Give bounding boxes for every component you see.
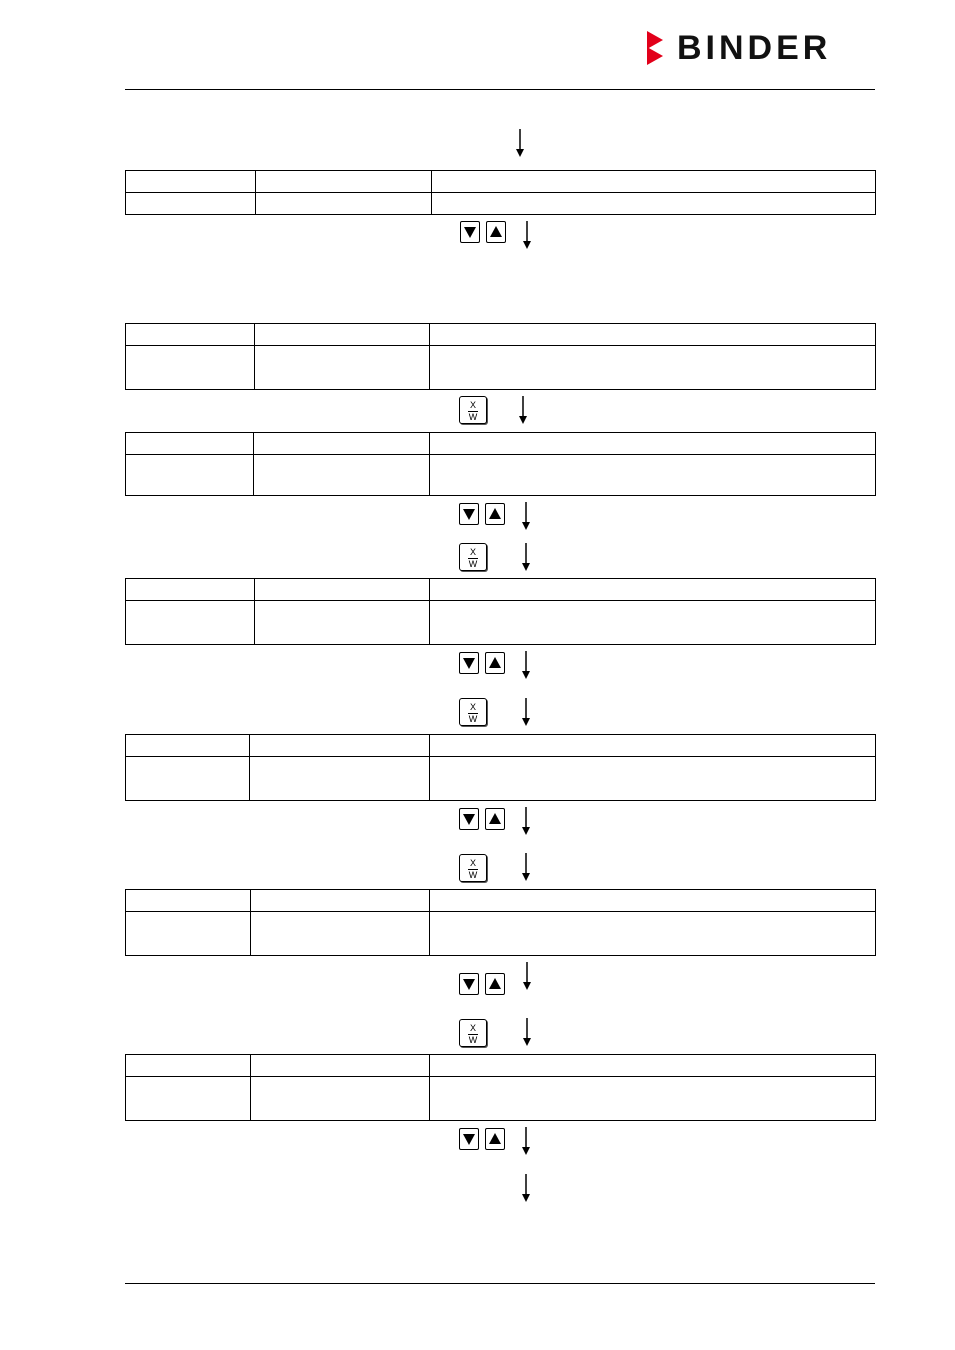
- down-arrow-icon: [515, 129, 525, 159]
- parameter-table-7: [125, 1054, 876, 1121]
- table-cell: [430, 579, 876, 601]
- table-cell: [430, 1077, 876, 1121]
- table-cell: [126, 735, 250, 757]
- footer-rule: [125, 1283, 875, 1284]
- parameter-table-6: [125, 889, 876, 956]
- table-cell: [251, 1077, 430, 1121]
- up-key-button[interactable]: [486, 221, 506, 243]
- xw-key-button[interactable]: [459, 396, 487, 424]
- triangle-down-key-icon: [462, 812, 476, 826]
- xw-key-bottom-label: W: [468, 1035, 478, 1045]
- down-arrow-icon: [522, 1018, 532, 1048]
- triangle-down-key-icon: [463, 225, 477, 239]
- triangle-down-key-icon: [462, 507, 476, 521]
- table-cell: [254, 455, 430, 496]
- parameter-table-3: [125, 432, 876, 496]
- table-cell: [255, 579, 430, 601]
- xw-key-top-label: X: [469, 547, 476, 557]
- xw-key-bottom-label: W: [468, 870, 478, 880]
- down-arrow-icon: [521, 698, 531, 728]
- down-arrow-icon: [522, 962, 532, 992]
- table-cell: [251, 890, 430, 912]
- down-key-button[interactable]: [459, 808, 479, 830]
- up-key-button[interactable]: [485, 503, 505, 525]
- xw-key-bottom-label: W: [468, 559, 478, 569]
- xw-key-button[interactable]: [459, 698, 487, 726]
- table-cell: [255, 601, 430, 645]
- up-key-button[interactable]: [485, 808, 505, 830]
- triangle-up-key-icon: [488, 977, 502, 991]
- table-cell: [126, 324, 255, 346]
- table-cell: [126, 579, 255, 601]
- table-cell: [256, 193, 432, 215]
- table-cell: [126, 757, 250, 801]
- triangle-down-key-icon: [462, 656, 476, 670]
- table-cell: [430, 757, 876, 801]
- parameter-table-4: [125, 578, 876, 645]
- xw-key-top-label: X: [469, 1023, 476, 1033]
- triangle-up-key-icon: [489, 225, 503, 239]
- xw-key-bottom-label: W: [468, 714, 478, 724]
- table-cell: [432, 171, 876, 193]
- table-cell: [255, 346, 430, 390]
- down-arrow-icon: [521, 502, 531, 532]
- up-key-button[interactable]: [485, 973, 505, 995]
- table-cell: [430, 433, 876, 455]
- down-key-button[interactable]: [459, 1128, 479, 1150]
- table-cell: [430, 912, 876, 956]
- down-arrow-icon: [521, 651, 531, 681]
- down-key-button[interactable]: [459, 973, 479, 995]
- table-cell: [126, 193, 256, 215]
- table-cell: [126, 455, 254, 496]
- down-arrow-icon: [521, 807, 531, 837]
- triangle-up-key-icon: [488, 812, 502, 826]
- down-arrow-icon: [521, 1174, 531, 1204]
- down-key-button[interactable]: [459, 652, 479, 674]
- down-key-button[interactable]: [459, 503, 479, 525]
- down-arrow-icon: [518, 396, 528, 426]
- down-arrow-icon: [521, 543, 531, 573]
- xw-key-bottom-label: W: [468, 412, 478, 422]
- table-cell: [430, 735, 876, 757]
- table-cell: [126, 346, 255, 390]
- header-rule: [125, 89, 875, 90]
- triangle-up-key-icon: [488, 1132, 502, 1146]
- table-cell: [126, 912, 251, 956]
- up-key-button[interactable]: [485, 1128, 505, 1150]
- xw-key-top-label: X: [469, 400, 476, 410]
- table-cell: [430, 1055, 876, 1077]
- table-cell: [430, 324, 876, 346]
- table-cell: [432, 193, 876, 215]
- down-arrow-icon: [521, 1127, 531, 1157]
- xw-key-button[interactable]: [459, 543, 487, 571]
- down-arrow-icon: [521, 853, 531, 883]
- binder-logo: [645, 30, 877, 66]
- parameter-table-2: [125, 323, 876, 390]
- up-key-button[interactable]: [485, 652, 505, 674]
- parameter-table-1: [125, 170, 876, 215]
- binder-logo-mark-icon: [645, 30, 669, 66]
- parameter-table-5: [125, 734, 876, 801]
- table-cell: [256, 171, 432, 193]
- xw-key-button[interactable]: [459, 1019, 487, 1047]
- down-key-button[interactable]: [460, 221, 480, 243]
- table-cell: [126, 890, 251, 912]
- table-cell: [430, 346, 876, 390]
- table-cell: [430, 601, 876, 645]
- binder-logo-text: BINDER: [677, 29, 832, 67]
- triangle-down-key-icon: [462, 977, 476, 991]
- xw-key-top-label: X: [469, 858, 476, 868]
- table-cell: [430, 455, 876, 496]
- triangle-up-key-icon: [488, 507, 502, 521]
- triangle-down-key-icon: [462, 1132, 476, 1146]
- table-cell: [126, 171, 256, 193]
- table-cell: [126, 433, 254, 455]
- table-cell: [126, 601, 255, 645]
- xw-key-button[interactable]: [459, 854, 487, 882]
- table-cell: [250, 757, 430, 801]
- triangle-up-key-icon: [488, 656, 502, 670]
- table-cell: [430, 890, 876, 912]
- xw-key-top-label: X: [469, 702, 476, 712]
- table-cell: [254, 433, 430, 455]
- table-cell: [251, 912, 430, 956]
- table-cell: [255, 324, 430, 346]
- table-cell: [251, 1055, 430, 1077]
- table-cell: [126, 1055, 251, 1077]
- table-cell: [250, 735, 430, 757]
- table-cell: [126, 1077, 251, 1121]
- down-arrow-icon: [522, 221, 532, 251]
